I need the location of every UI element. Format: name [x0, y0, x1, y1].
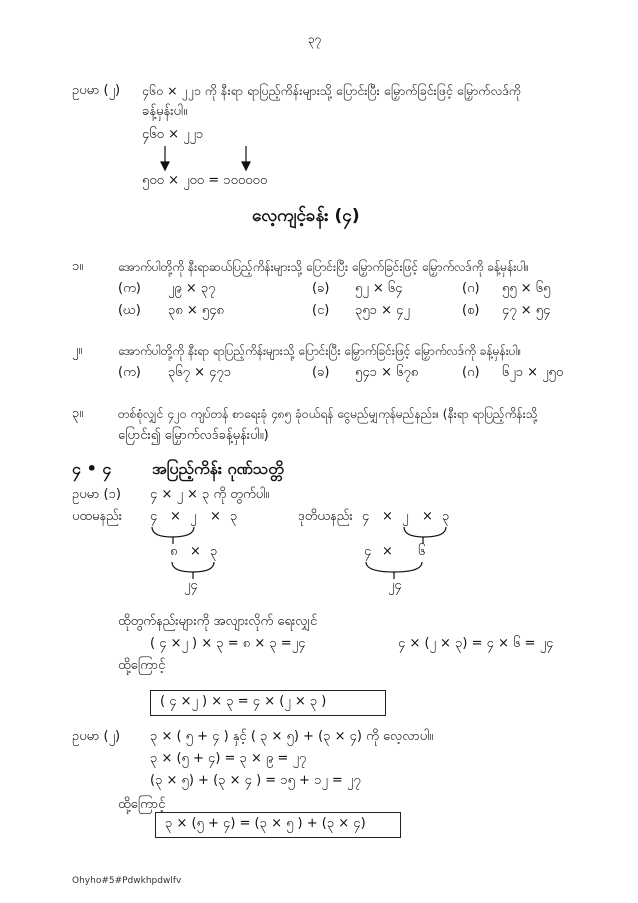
operator: ×: [190, 544, 201, 559]
item-label: (ခ): [312, 281, 330, 296]
term: ၂: [402, 509, 409, 524]
term: ၄: [362, 509, 370, 524]
operator: ×: [170, 509, 181, 524]
item-expression: ၃၅၁ × ၄၂: [355, 303, 410, 318]
item-label: (စ): [462, 303, 480, 318]
item-expression: ၂၉ × ၃၇: [168, 281, 216, 296]
method-label: ဒုတိယနည်း: [298, 509, 353, 524]
item-expression: ၅၅ × ၆၅: [502, 281, 551, 296]
term: ၃: [442, 509, 450, 524]
example-text: ၄ × ၂ × ၃ ကို တွက်ပါ။: [150, 487, 270, 502]
question-number: ၂။: [72, 343, 83, 358]
example-text: ခန့်မှန်းပါ။: [142, 104, 188, 119]
question-text: အောက်ပါတို့ကို နီးရာ ရာပြည့်ကိန်းများသို့ ပြောင်းပြီး မြှောက်ခြင်းဖြင့် မြှောက်လဒ်ကို ခန့်မှန်းပါ။: [118, 344, 522, 358]
final-product: ၂၄: [184, 578, 198, 593]
therefore-text: ထို့ကြောင့်: [118, 658, 166, 673]
section-title: အပြည့်ကိန်း ဂုဏ်သတ္တိ: [152, 459, 284, 478]
operator: ×: [382, 544, 393, 559]
question-number: ၃။: [72, 406, 84, 421]
term: ၃: [210, 544, 218, 559]
page-number: ၃၇: [308, 32, 322, 46]
partial-product: ၆: [418, 544, 426, 559]
item-expression: ၄၇ × ၅၄: [502, 303, 551, 318]
item-label: (ဂ): [462, 281, 480, 296]
example-label: ဥပမာ (၁): [72, 487, 121, 502]
associative-property: ( ၄ ×၂ ) × ၃ = ၄ × (၂ × ၃ ): [160, 694, 327, 709]
partial-product: ၈: [170, 544, 178, 559]
item-expression: ၅၂ × ၆၄: [355, 281, 403, 296]
example-text: ၃ × ( ၅ + ၄ ) နှင့် ( ၃ × ၅) + (၃ × ၄) ကို လေ့လာပါ။: [150, 729, 434, 744]
operator: ×: [422, 509, 433, 524]
item-label: (ခ): [312, 365, 330, 380]
therefore-text: ထို့ကြောင့်: [118, 797, 166, 812]
work-line: (၃ × ၅) + (၃ × ၄ ) = ၁၅ + ၁၂ = ၂၇: [150, 773, 361, 788]
question-text: တစ်စုံလျှင် ၄၂၀ ကျပ်တန် စာရေးခုံ ၄၈၅ ခုံဝယ်ရန် ငွေမည်မျှကုန်မည်နည်း။ (နီးရာ ရာပြည့်ကိန်းသို့: [118, 407, 538, 421]
term: ၃: [230, 509, 238, 524]
item-label: (င): [312, 303, 330, 318]
item-label: (က): [118, 365, 141, 380]
method-label: ပထမနည်း: [72, 509, 123, 524]
distributive-property: ၃ × (၅ + ၄) = (၃ × ၅ ) + (၃ × ၄): [165, 816, 366, 831]
example-expression: ၄၆၀ × ၂၂၁: [142, 127, 204, 142]
operator: ×: [210, 509, 221, 524]
note-text: ထိုတွက်နည်းများကို အလျားလိုက် ရေးလျှင်: [118, 614, 318, 629]
operator: ×: [382, 509, 393, 524]
item-label: (ဃ): [118, 303, 141, 318]
work-line: ၃ × (၅ + ၄) = ၃ × ၉ = ၂၇: [150, 751, 307, 766]
exercise-title: လေ့ကျင့်ခန်း (၄): [252, 206, 360, 226]
item-expression: ၅၄၁ × ၆၇၈: [355, 365, 419, 380]
footer-text: Ohyho#5#Pdwkhpdwlfv: [72, 876, 182, 886]
equation-left: ( ၄ ×၂ ) × ၃ = ၈ × ၃ =၂၄: [150, 636, 306, 651]
example-label: ဥပမာ (၂): [72, 729, 121, 744]
equation-right: ၄ × (၂ × ၃) = ၄ × ၆ = ၂၄: [398, 636, 554, 651]
example-label: ဥပမာ (၂): [72, 83, 121, 98]
term: ၄: [364, 544, 372, 559]
term: ၄: [150, 509, 158, 524]
item-label: (ဂ): [462, 365, 480, 380]
item-expression: ၆၂၁ × ၂၅၀: [502, 365, 564, 380]
item-expression: ၃၆၇ × ၄၇၁: [168, 365, 232, 380]
question-text: အောက်ပါတို့ကို နီးရာဆယ်ပြည့်ကိန်းများသို့ ပြောင်းပြီး မြှောက်ခြင်းဖြင့် မြှောက်လဒ်ကို ခန့်မှန်းပါ။: [118, 260, 529, 274]
term: ၂: [190, 509, 197, 524]
example-result: ၅၀၀ × ၂၀၀ = ၁၀၀၀၀၀: [142, 173, 268, 188]
question-number: ၁။: [72, 259, 84, 274]
item-expression: ၃၈ × ၅၄၈: [168, 303, 224, 318]
section-number: ၄ • ၄: [72, 459, 112, 478]
final-product: ၂၄: [388, 578, 402, 593]
example-text: ၄၆၀ × ၂၂၁ ကို နီးရာ ရာပြည့်ကိန်းများသို့ ပြောင်းပြီး မြှောက်ခြင်းဖြင့် မြှောက်လဒ်ကို: [142, 83, 521, 98]
item-label: (က): [118, 281, 141, 296]
question-text: ပြောင်း၍ မြှောက်လဒ်ခန့်မှန်းပါ။): [118, 428, 269, 443]
